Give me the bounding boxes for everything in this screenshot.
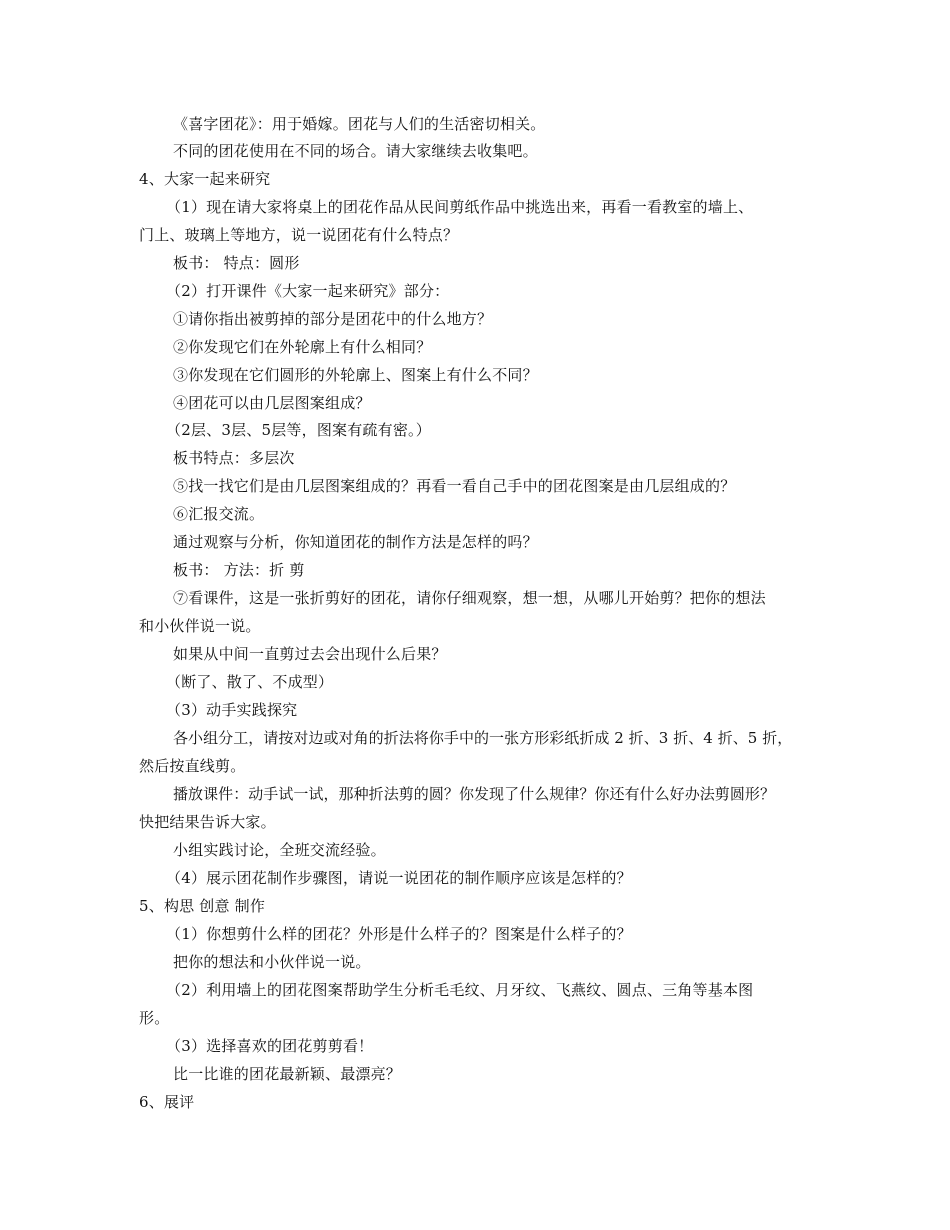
text-line: 板书： 方法：折 剪: [173, 561, 305, 579]
text-line: 形。: [139, 1009, 170, 1027]
text-line: 把你的想法和小伙伴说一说。: [173, 953, 371, 971]
text-line: （2）利用墙上的团花图案帮助学生分析毛毛纹、月牙纹、飞燕纹、圆点、三角等基本图: [166, 981, 754, 999]
section-heading: 4、大家一起来研究: [139, 170, 271, 188]
text-line: 快把结果告诉大家。: [139, 813, 276, 831]
text-line: 然后按直线剪。: [139, 757, 246, 775]
text-line: 板书： 特点：圆形: [173, 254, 300, 272]
text-line: （4）展示团花制作步骤图，请说一说团花的制作顺序应该是怎样的？: [166, 869, 632, 887]
text-line: 比一比谁的团花最新颖、最漂亮？: [173, 1065, 402, 1083]
text-line: ③你发现在它们圆形的外轮廓上、图案上有什么不同？: [173, 366, 538, 384]
text-line: 《喜字团花》：用于婚嫁。团花与人们的生活密切相关。: [173, 115, 546, 133]
text-line: ⑦看课件，这是一张折剪好的团花，请你仔细观察，想一想，从哪儿开始剪？把你的想法: [173, 589, 766, 607]
section-heading: 6、展评: [139, 1093, 195, 1111]
text-line: 各小组分工，请按对边或对角的折法将你手中的一张方形彩纸折成 2 折、3 折、4 折、5 折，: [173, 729, 793, 747]
text-line: 板书特点：多层次: [173, 449, 295, 467]
text-line: 播放课件：动手试一试，那种折法剪的圆？你发现了什么规律？你还有什么好办法剪圆形？: [173, 785, 776, 803]
text-line: 不同的团花使用在不同的场合。请大家继续去收集吧。: [173, 142, 538, 160]
text-line: ①请你指出被剪掉的部分是团花中的什么地方？: [173, 310, 493, 328]
section-heading: 5、构思 创意 制作: [139, 897, 266, 915]
text-line: 门上、玻璃上等地方，说一说团花有什么特点？: [139, 226, 459, 244]
text-line: 如果从中间一直剪过去会出现什么后果？: [173, 645, 447, 663]
text-line: 小组实践讨论，全班交流经验。: [173, 841, 386, 859]
text-line: ⑤找一找它们是由几层图案组成的？再看一看自己手中的团花图案是由几层组成的？: [173, 477, 736, 495]
text-line: （3）动手实践探究: [166, 701, 298, 719]
text-line: ②你发现它们在外轮廓上有什么相同？: [173, 338, 432, 356]
text-line: （3）选择喜欢的团花剪剪看！: [166, 1037, 374, 1055]
text-line: （1）现在请大家将桌上的团花作品从民间剪纸作品中挑选出来，再看一看教室的墙上、: [166, 198, 754, 216]
text-line: （断了、散了、不成型）: [166, 673, 334, 691]
text-line: （1）你想剪什么样的团花？外形是什么样子的？图案是什么样子的？: [166, 925, 632, 943]
text-line: （2）打开课件《大家一起来研究》部分：: [166, 282, 450, 300]
text-line: ⑥汇报交流。: [173, 505, 265, 523]
text-line: 通过观察与分析，你知道团花的制作方法是怎样的吗？: [173, 533, 538, 551]
text-line: ④团花可以由几层图案组成？: [173, 394, 371, 412]
text-line: （2层、3层、5层等，图案有疏有密。）: [166, 421, 431, 439]
text-line: 和小伙伴说一说。: [139, 617, 261, 635]
